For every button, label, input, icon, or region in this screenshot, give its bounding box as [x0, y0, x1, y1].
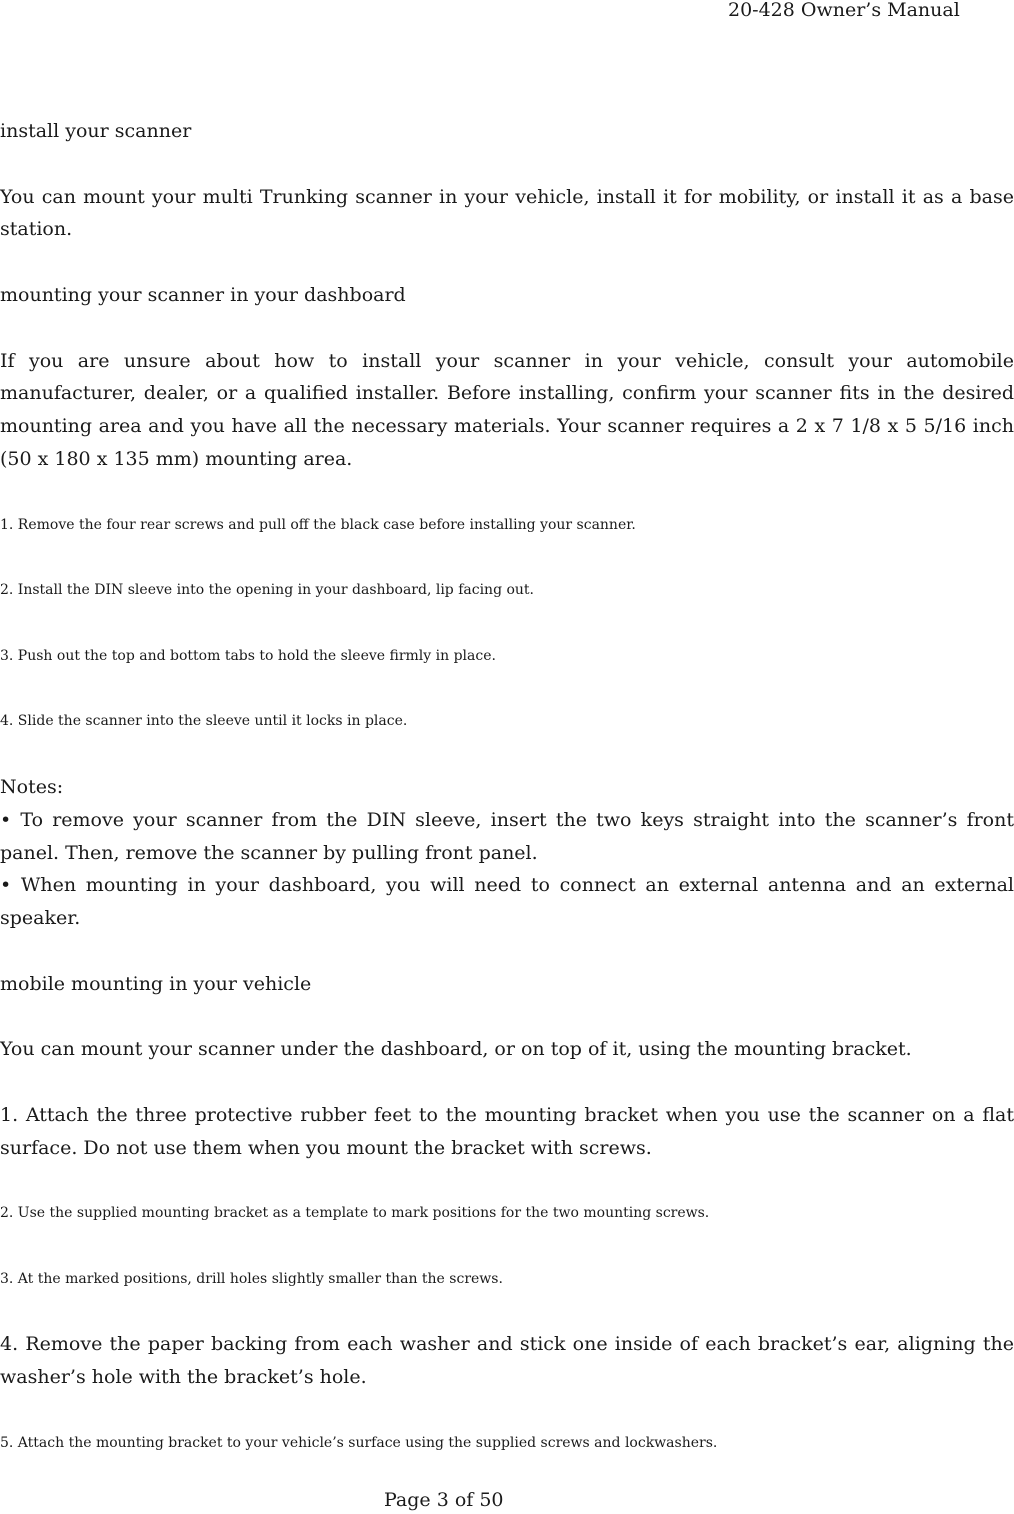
section-heading-dashboard: mounting your scanner in your dashboard	[0, 283, 406, 306]
mobile-paragraph: You can mount your scanner under the dashboard, or on top of it, using the mounting bracket.	[0, 1038, 912, 1061]
mobile-step-5: 5. Attach the mounting bracket to your vehicle’s surface using the supplied screws and lockwashers.	[0, 1434, 718, 1451]
dashboard-step-2: 2. Install the DIN sleeve into the opening in your dashboard, lip facing out.	[0, 582, 535, 599]
note-item-2: • When mounting in your dashboard, you will need to connect an external antenna and an external speaker.	[0, 874, 1014, 930]
page-content	[0, 115, 1014, 1460]
notes-label: Notes:	[0, 775, 64, 798]
section-heading-mobile: mobile mounting in your vehicle	[0, 972, 312, 995]
page-number: Page 3 of 50	[384, 1489, 504, 1511]
mobile-step-3: 3. At the marked positions, drill holes slightly smaller than the screws.	[0, 1270, 503, 1287]
mobile-step-2: 2. Use the supplied mounting bracket as a template to mark positions for the two mounting screws.	[0, 1205, 710, 1222]
intro-paragraph: You can mount your multi Trunking scanner in your vehicle, install it for mobility, or install it as a base station.	[0, 185, 1014, 241]
dashboard-paragraph: If you are unsure about how to install your scanner in your vehicle, consult your automobile manufacturer, dealer, or a qualified installer. Before installing, confirm your scanner fits in the desired mounting area and you have all the necessary materials. Your scanner requires a 2 x 7 1/8 x 5 5/16 inch (50 x 180 x 135 mm) mounting area.	[0, 349, 1014, 470]
note-item-1: • To remove your scanner from the DIN sleeve, insert the two keys straight into the scanner’s front panel. Then, remove the scanner by pulling front panel.	[0, 808, 1014, 864]
section-heading-install: install your scanner	[0, 120, 192, 142]
dashboard-step-1: 1. Remove the four rear screws and pull off the black case before installing your scanner.	[0, 516, 636, 533]
dashboard-step-4: 4. Slide the scanner into the sleeve until it locks in place.	[0, 713, 408, 730]
mobile-step-1: 1. Attach the three protective rubber feet to the mounting bracket when you use the scanner on a flat surface. Do not use them when you mount the bracket with screws.	[0, 1103, 1014, 1159]
dashboard-step-3: 3. Push out the top and bottom tabs to hold the sleeve firmly in place.	[0, 647, 496, 664]
manual-title-header: 20-428 Owner’s Manual	[728, 0, 960, 21]
mobile-step-4: 4. Remove the paper backing from each washer and stick one inside of each bracket’s ear, aligning the washer’s hole with the bracket’s hole.	[0, 1333, 1014, 1389]
